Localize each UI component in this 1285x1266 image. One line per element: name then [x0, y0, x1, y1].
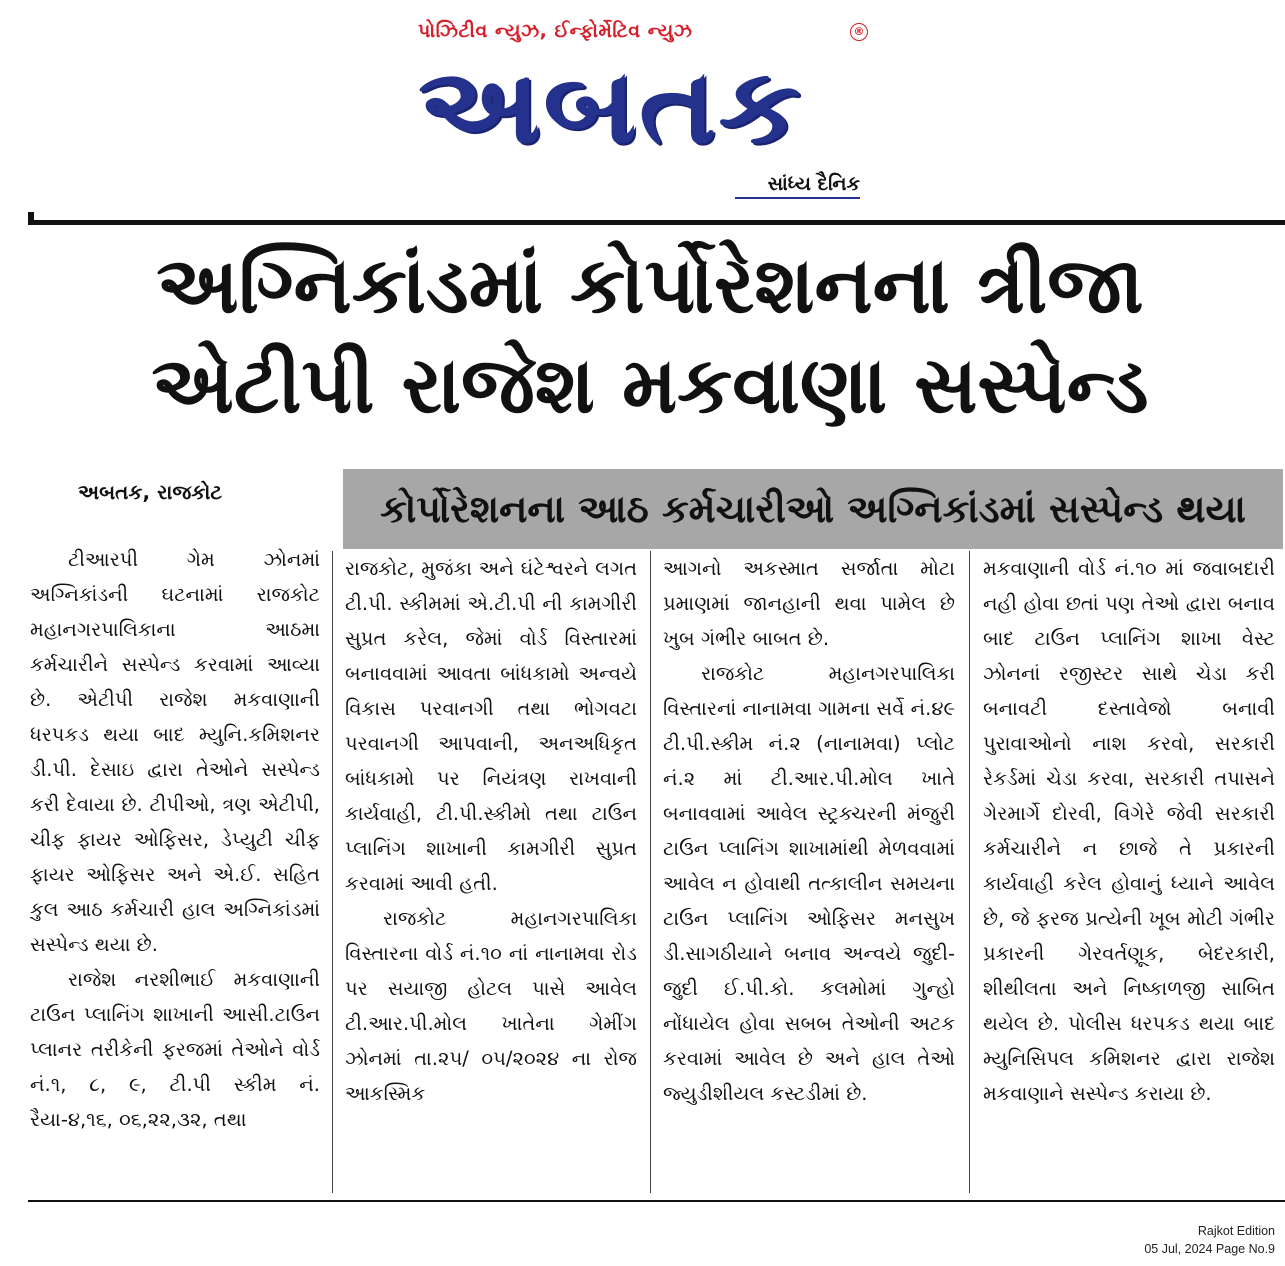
headline-line-1: અગ્નિકાંડમાં કોર્પોરેશનના ત્રીજા	[156, 241, 1144, 331]
edition-name: Rajkot Edition	[1197, 1224, 1275, 1238]
column-divider	[332, 551, 333, 1193]
subheadline: કોર્પોરેશનના આઠ કર્મચારીઓ અગ્નિકાંડમાં સસ્પેન્ડ થયા	[343, 469, 1283, 549]
byline: અબતક, રાજકોટ	[78, 480, 223, 504]
column-paragraph: રાજકોટ મહાનગરપાલિકા વિસ્તારનાં નાનામવા ગામના સર્વે નં.૪૯ ટી.પી.સ્કીમ નં.૨ (નાનામવા) પ્લોટ નં.૨ માં ટી.આર.પી.મોલ ખાતે બનાવવામાં આવેલ સ્ટ્રક્ચરની મંજુરી ટાઉન પ્લાનિંગ શાખામાંથી મેળવવામાં આવેલ ન હોવાથી તત્કાલીન સમયના ટાઉન પ્લાનિંગ ઓફિસર મનસુખ ડી.સાગઠીયાને બનાવ અન્વયે જુદી-જુદી ઈ.પી.કો. કલમોમાં ગુન્હો નોંધાયેલ હોવા સબબ તેઓની અટક કરવામાં આવેલ છે અને હાલ તેઓ જ્યુડીશીયલ કસ્ટડીમાં છે.	[663, 662, 955, 1105]
column-divider	[650, 551, 651, 1193]
byline-spacer	[30, 508, 320, 542]
column-paragraph: રાજકોટ, મુજંકા અને ઘંટેશ્વરને લગત ટી.પી. સ્કીમમાં એ.ટી.પી ની કામગીરી સુપ્રત કરેલ, જેમાં વોર્ડ વિસ્તારમાં બનાવવામાં આવતા બાંધકામો અન્વયે વિકાસ પરવાનગી તથા ભોગવટા પરવાનગી આપવાની, અનઅધિકૃત બાંધકામો પર નિયંત્રણ રાખવાની કાર્યવાહી, ટી.પી.સ્કીમો તથા ટાઉન પ્લાનિંગ શાખાની કામગીરી સુપ્રત કરવામાં આવી હતી.	[345, 557, 637, 895]
column-divider	[969, 551, 970, 1193]
headline-line-2: એટીપી રાજેશ મકવાણા સસ્પેન્ડ	[151, 341, 1149, 431]
newspaper-logo: અબતક	[418, 46, 803, 166]
article-column-4	[983, 551, 1275, 1198]
column-paragraph: ટીઆરપી ગેમ ઝોનમાં અગ્નિકાંડની ઘટનામાં રાજકોટ મહાનગરપાલિકાના આઠમા કર્મચારીને સસ્પેન્ડ કરવામાં આવ્યા છે. એટીપી રાજેશ મકવાણાની ધરપકડ થયા બાદ મ્યુનિ.કમિશનર ડી.પી. દેસાઇ દ્વારા તેઓને સસ્પેન્ડ કરી દેવાયા છે. ટીપીઓ, ત્રણ એટીપી, ચીફ ફાયર ઓફિસર, ડેપ્યુટી ચીફ ફાયર ઓફિસર અને એ.ઈ. સહિત કુલ આઠ કર્મચારી હાલ અગ્નિકાંડમાં સસ્પેન્ડ થયા છે.	[30, 548, 320, 956]
article-column-1	[30, 508, 320, 1198]
column-paragraph: રાજેશ નરશીભાઈ મકવાણાની ટાઉન પ્લાનિંગ શાખાની આસી.ટાઉન પ્લાનર તરીકેની ફરજમાં તેઓને વોર્ડ નં.૧, ૮, ૯, ટી.પી સ્કીમ નં. રૈયા-૪,૧૬, ૦૬,૨૨,૩૨, તથા	[30, 968, 320, 1131]
article-column-3	[663, 551, 955, 1198]
article-column-2	[345, 551, 637, 1198]
masthead-tagline: પોઝિટીવ ન્યુઝ, ઈન્ફોર્મેટિવ ન્યુઝ	[418, 20, 693, 42]
registered-trademark-icon: ®	[850, 23, 868, 41]
column-paragraph: મકવાણાની વોર્ડ નં.૧૦ માં જવાબદારી નહી હોવા છતાં પણ તેઓ દ્વારા બનાવ બાદ ટાઉન પ્લાનિંગ શાખા વેસ્ટ ઝોનનાં રજીસ્ટર સાથે ચેડા કરી બનાવટી દસ્તાવેજો બનાવી પુરાવાઓનો નાશ કરવો, સરકારી રેકર્ડમાં ચેડા કરવા, સરકારી તપાસને ગેરમાર્ગે દોરવી, વિગેરે જેવી સરકારી કર્મચારીને ન છાજે તે પ્રકારની કાર્યવાહી કરેલ હોવાનું ધ્યાને આવેલ છે, જે ફરજ પ્રત્યેની ખૂબ મોટી ગંભીર પ્રકારની ગેરવર્તણૂક, બેદરકારી, શીથીલતા અને નિષ્કાળજી સાબિત થયેલ છે. પોલીસ ધરપકડ થયા બાદ મ્યુનિસિપલ કમિશનર દ્વારા રાજેશ મકવાણાને સસ્પેન્ડ કરાયા છે.	[983, 557, 1275, 1105]
column-paragraph: આગનો અકસ્માત સર્જાતા મોટા પ્રમાણમાં જાનહાની થવા પામેલ છે ખુબ ગંભીર બાબત છે.	[663, 557, 955, 650]
edition-date-page: 05 Jul, 2024 Page No.9	[1144, 1242, 1275, 1256]
masthead-divider	[28, 220, 1285, 225]
edition-info	[1144, 1222, 1275, 1258]
column-paragraph: રાજકોટ મહાનગરપાલિકા વિસ્તારના વોર્ડ નં.૧૦ નાં નાનામવા રોડ પર સયાજી હોટલ પાસે આવેલ ટી.આર.પી.મોલ ખાતેના ગેમીંગ ઝોનમાં તા.૨૫/ ૦૫/૨૦૨૪ ના રોજ આકસ્મિક	[345, 907, 637, 1105]
masthead-subtitle: સાંધ્ય દૈનિક	[735, 173, 860, 199]
headline	[30, 236, 1270, 436]
footer-divider	[28, 1200, 1285, 1202]
masthead	[0, 0, 1285, 210]
